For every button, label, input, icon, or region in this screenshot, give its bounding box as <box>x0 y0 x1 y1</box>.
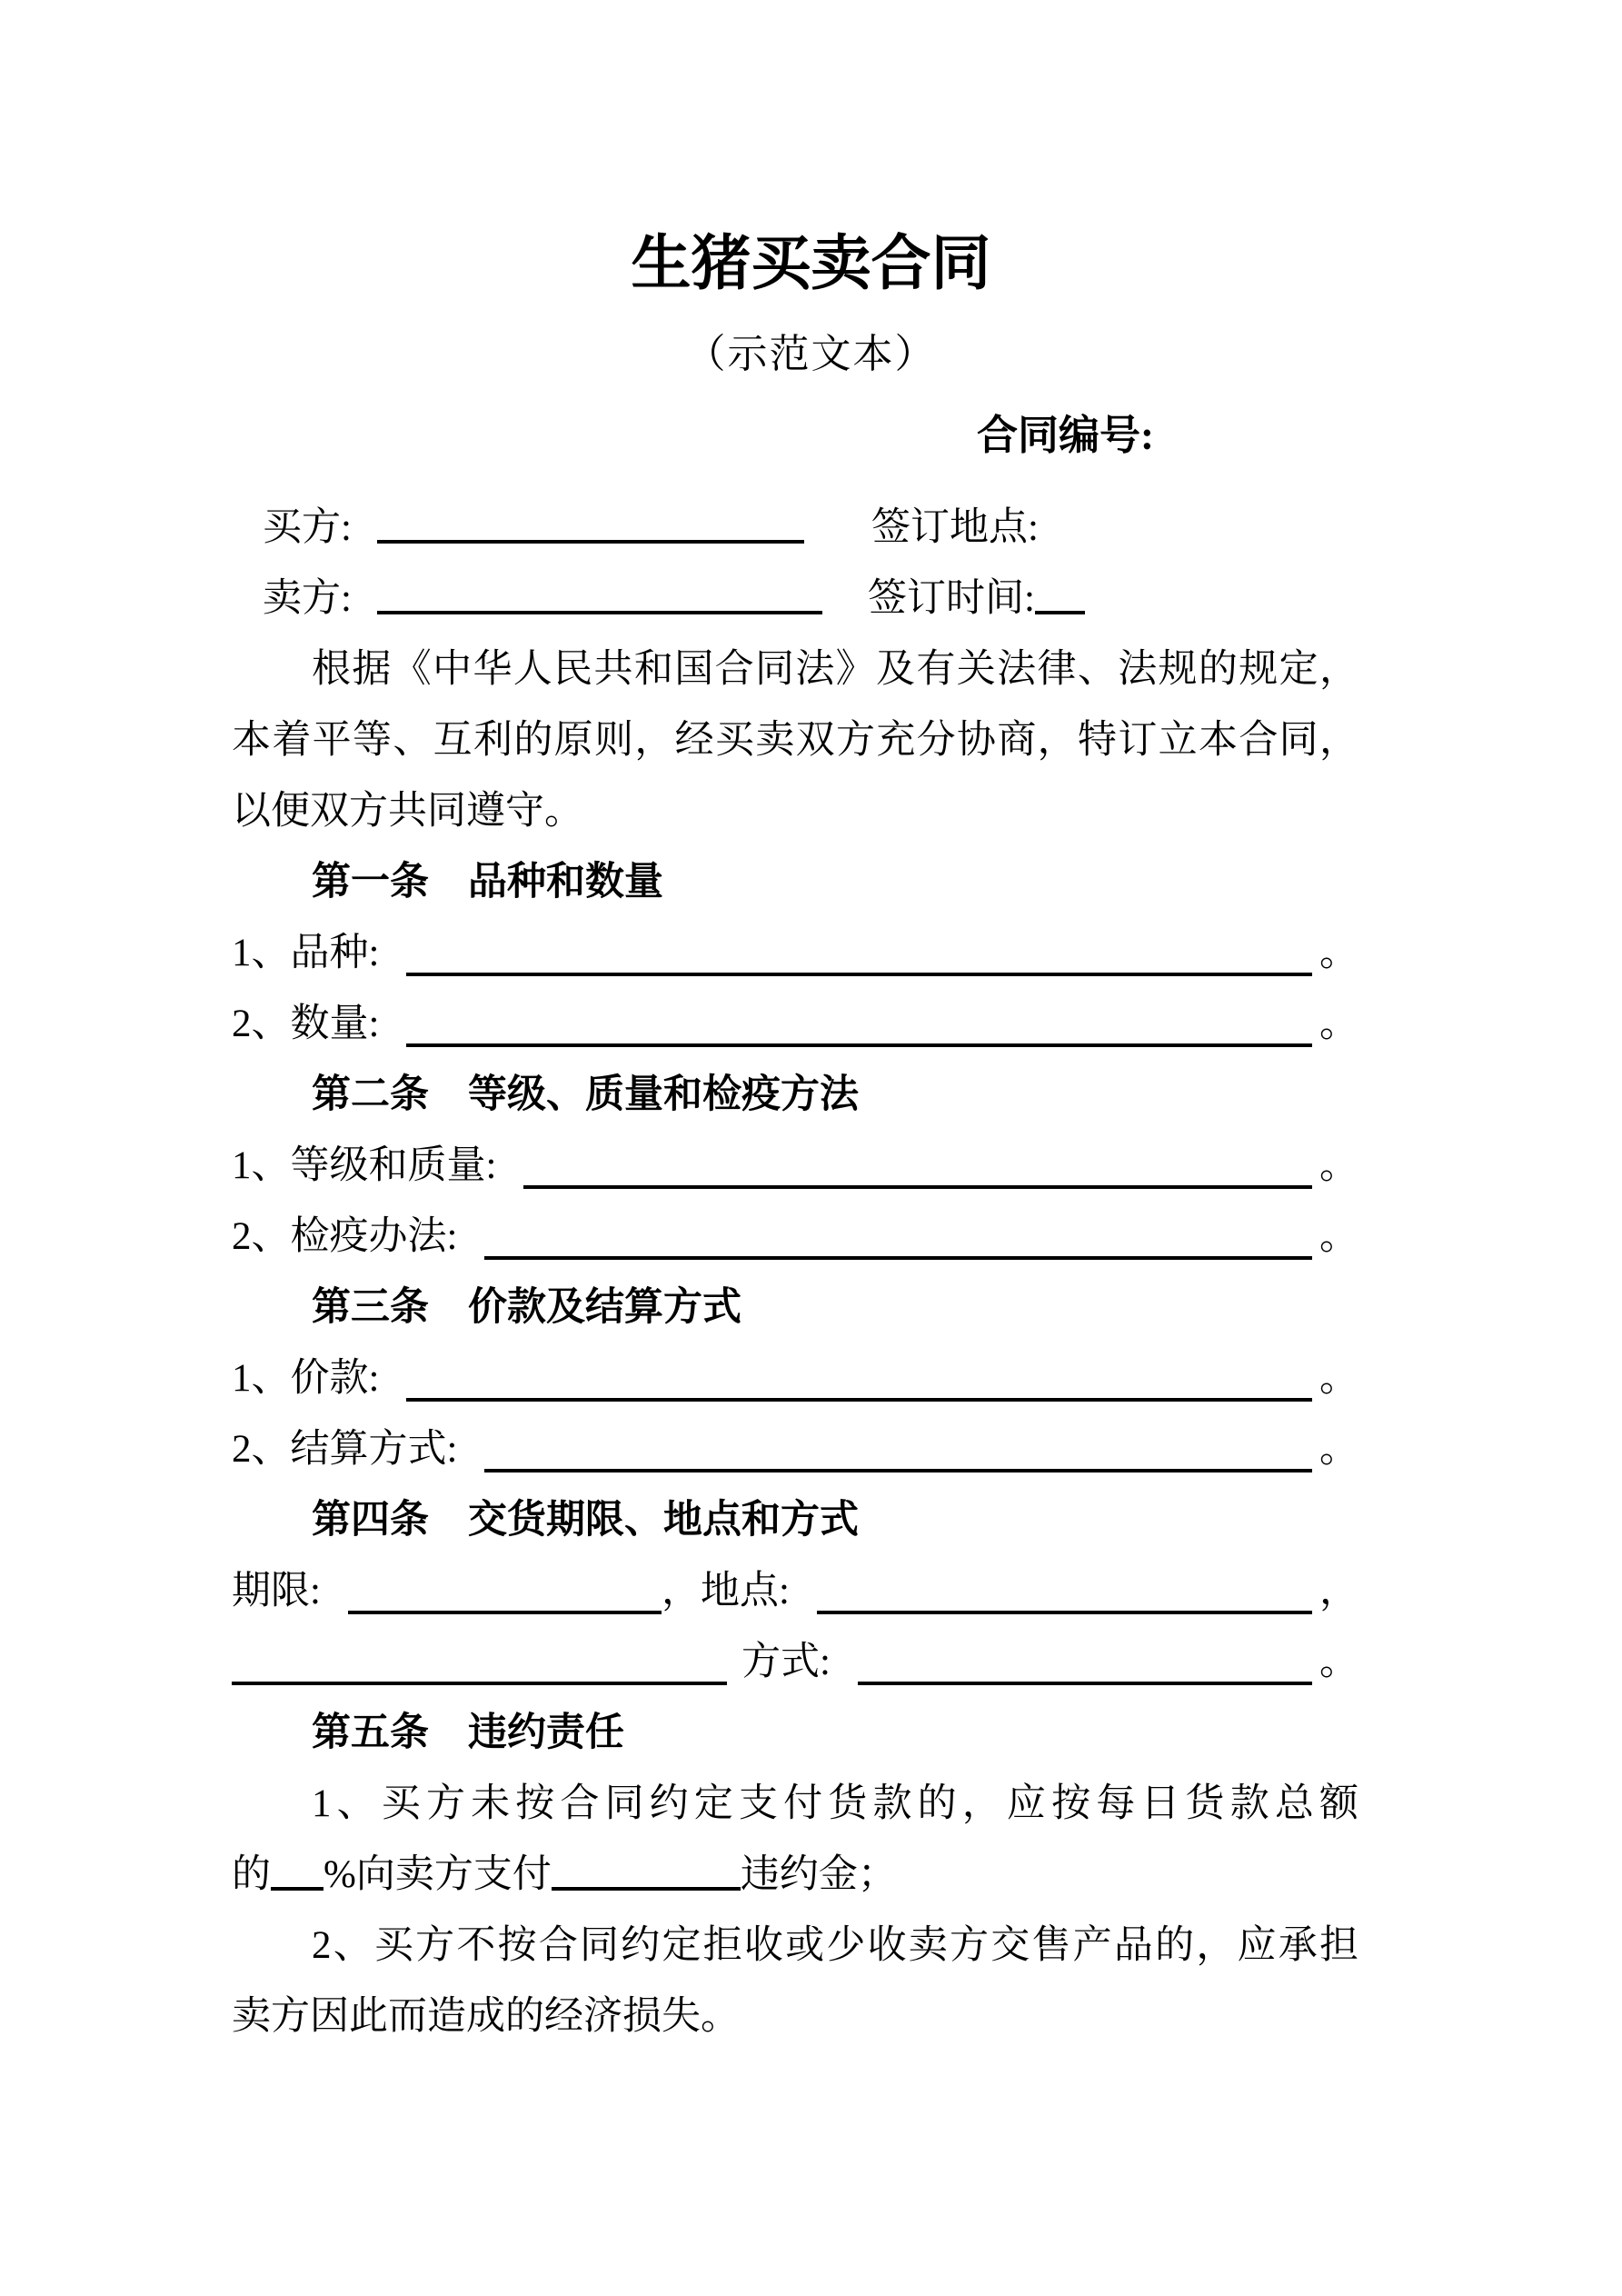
penalty-blank-line <box>552 1887 741 1891</box>
period-mark: 。 <box>1319 1428 1358 1471</box>
breach-clause-2-line-2: 卖方因此而造成的经济损失。 <box>232 1995 740 2038</box>
sign-place-label: 签订地点: <box>871 506 1039 549</box>
section-4-heading: 第四条 交货期限、地点和方式 <box>312 1499 859 1542</box>
buyer-row <box>232 493 1358 564</box>
item-settlement-row <box>232 1414 1358 1485</box>
preamble-line-2: 本着平等、互利的原则，经买卖双方充分协商，特订立本合同， <box>232 719 1358 762</box>
buyer-blank-line <box>377 540 804 544</box>
breach-prefix-text: 的 <box>232 1853 271 1896</box>
sign-time-label: 签订时间: <box>867 577 1035 620</box>
blank-line <box>858 1682 1312 1685</box>
blank-line <box>406 973 1312 976</box>
breach-clause-1-line-1: 1、买方未按合同约定支付货款的，应按每日货款总额 <box>312 1782 1358 1825</box>
item-quantity-row <box>232 989 1358 1060</box>
blank-line <box>484 1256 1312 1260</box>
item-price-row <box>232 1343 1358 1414</box>
section-1-heading: 第一条 品种和数量 <box>312 861 663 903</box>
blank-line <box>232 1682 727 1685</box>
blank-line <box>406 1043 1312 1047</box>
seller-row <box>232 564 1358 634</box>
blank-line <box>484 1469 1312 1472</box>
seller-label: 卖方: <box>263 577 352 620</box>
period-mark: 。 <box>1319 932 1358 974</box>
preamble-line-3: 以便双方共同遵守。 <box>232 790 583 833</box>
delivery-term-label: 期限: <box>232 1570 321 1612</box>
percent-blank-line <box>271 1887 323 1891</box>
breach-clause-1-line-2 <box>232 1840 1358 1911</box>
delivery-place-label: 地点: <box>700 1570 790 1612</box>
item-grade-quality-row <box>232 1131 1358 1202</box>
doc-subtitle: （示范文本） <box>685 332 937 376</box>
item-settlement-label: 2、结算方式: <box>232 1428 458 1471</box>
breach-mid-text: %向卖方支付 <box>323 1853 552 1896</box>
item-breed-label: 1、品种: <box>232 932 380 974</box>
delivery-method-label: 方式: <box>741 1641 831 1683</box>
period-mark: 。 <box>1319 1144 1358 1187</box>
item-price-label: 1、价款: <box>232 1357 380 1400</box>
buyer-label: 买方: <box>263 506 352 549</box>
breach-suffix-text: 违约金； <box>740 1853 897 1896</box>
contract-number-label: 合同编号: <box>977 413 1154 458</box>
section-5-heading: 第五条 违约责任 <box>312 1712 624 1754</box>
comma-mark: ， <box>1319 1570 1358 1612</box>
blank-line <box>817 1611 1312 1614</box>
blank-line <box>523 1185 1312 1189</box>
sign-time-blank-line <box>1035 611 1085 614</box>
section-2-heading: 第二条 等级、质量和检疫方法 <box>312 1073 859 1116</box>
delivery-term-place-row <box>232 1556 1358 1627</box>
comma-mark: ， <box>661 1570 701 1612</box>
delivery-method-row <box>232 1627 1358 1698</box>
period-mark: 。 <box>1319 1003 1358 1045</box>
period-mark: 。 <box>1319 1215 1358 1258</box>
item-quarantine-label: 2、检疫办法: <box>232 1215 458 1258</box>
blank-line <box>348 1611 662 1614</box>
period-mark: 。 <box>1319 1357 1358 1400</box>
blank-line <box>406 1398 1312 1402</box>
item-quarantine-row <box>232 1202 1358 1273</box>
item-quantity-label: 2、数量: <box>232 1003 380 1045</box>
section-3-heading: 第三条 价款及结算方式 <box>312 1286 741 1329</box>
item-breed-row <box>232 918 1358 989</box>
contract-body <box>232 493 1358 2052</box>
preamble-line-1: 根据《中华人民共和国合同法》及有关法律、法规的规定， <box>312 648 1358 691</box>
doc-title: 生猪买卖合同 <box>631 231 991 297</box>
contract-number-line <box>0 407 1622 464</box>
breach-clause-2-line-1: 2、买方不按合同约定拒收或少收卖方交售产品的，应承担 <box>312 1924 1358 1967</box>
seller-blank-line <box>377 611 822 614</box>
period-mark: 。 <box>1319 1641 1358 1683</box>
item-grade-quality-label: 1、等级和质量: <box>232 1144 497 1187</box>
